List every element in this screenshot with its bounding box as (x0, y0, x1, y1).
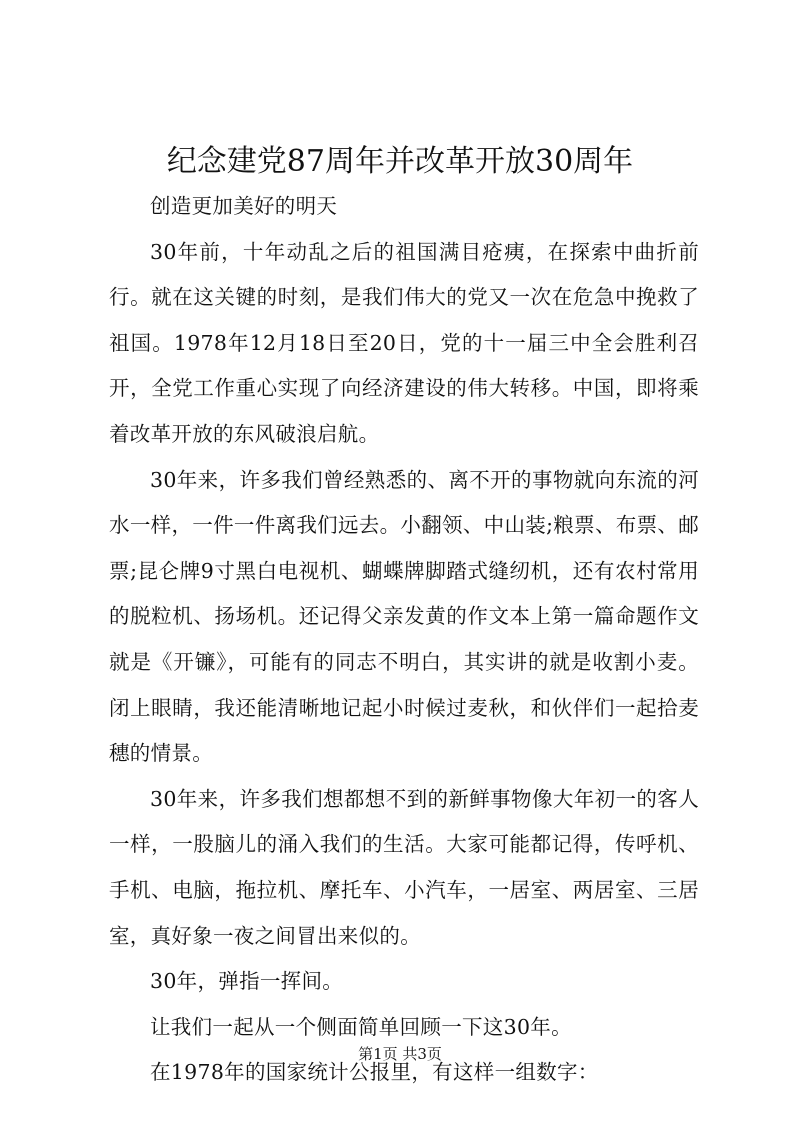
paragraph: 30年，弹指一挥间。 (150, 969, 344, 994)
document-body (109, 184, 699, 1096)
paragraph: 30年来，许多我们想都想不到的新鲜事物像大年初一的客人一样，一股脑儿的涌入我们的生活。大家可能都记得，传呼机、手机、电脑，拖拉机、摩托车、小汽车，一居室、两居室、三居室，真好象一夜之间冒出来似的。 (109, 786, 699, 948)
paragraph-subtitle: 创造更加美好的明天 (150, 194, 338, 218)
paragraph: 让我们一起从一个侧面简单回顾一下这30年。 (150, 1014, 572, 1039)
page-footer: 第1页 共3页 (358, 1045, 442, 1063)
document-title: 纪念建党87周年并改革开放30周年 (166, 144, 634, 179)
paragraph: 30年来，许多我们曾经熟悉的、离不开的事物就向东流的河水一样，一件一件离我们远去。小翻领、中山装;粮票、布票、邮票;昆仑牌9寸黑白电视机、蝴蝶牌脚踏式缝纫机，还有农村常用的脱粒机、扬场机。还记得父亲发黄的作文本上第一篇命题作文就是《开镰》，可能有的同志不明白，其实讲的就是收割小麦。闭上眼睛，我还能清晰地记起小时候过麦秋，和伙伴们一起拾麦穗的情景。 (109, 467, 699, 766)
paragraph: 30年前，十年动乱之后的祖国满目疮痍，在探索中曲折前行。就在这关键的时刻，是我们伟大的党又一次在危急中挽救了祖国。1978年12月18日至20日，党的十一届三中全会胜利召开，全党工作重心实现了向经济建设的伟大转移。中国，即将乘着改革开放的东风破浪启航。 (109, 239, 699, 446)
paragraph: 在1978年的国家统计公报里，有这样一组数字： (150, 1060, 599, 1085)
